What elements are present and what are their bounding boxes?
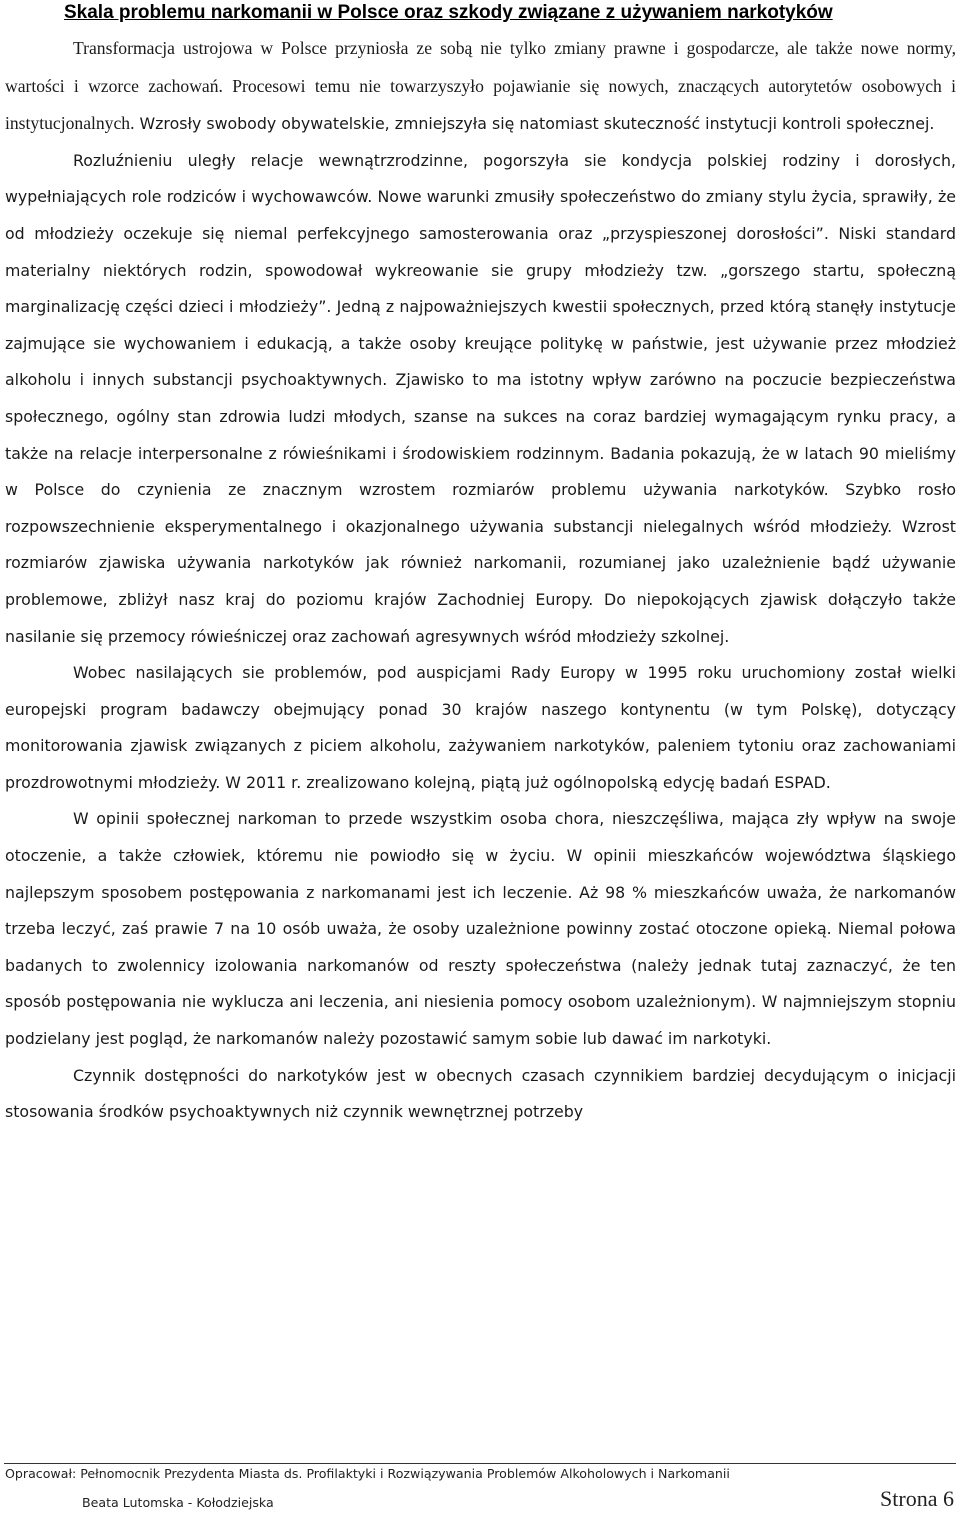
document-title: Skala problemu narkomanii w Polsce oraz szkody związane z używaniem narkotyków	[64, 2, 833, 23]
paragraph-5: Czynnik dostępności do narkotyków jest w obecnych czasach czynnikiem bardziej decydującym o inicjacji stosowania środków psychoaktywnych niż czynnik wewnętrznej potrzeby	[5, 1065, 956, 1122]
paragraph-3: Wobec nasilających sie problemów, pod auspicjami Rady Europy w 1995 roku uruchomiony został wielki europejski program badawczy obejmujący ponad 30 krajów naszego kontynentu (w tym Polskę), dotyczący monitorowania zjawisk związanych z piciem alkoholu, zażywaniem narkotyków, paleniem tytoniu oraz zachowaniami prozdrowotnymi młodzieży. W 2011 r. zrealizowano kolejną, piątą już ogólnopolską edycję badań ESPAD.	[5, 663, 956, 792]
document-body	[5, 30, 956, 1450]
paragraph-1-lead: Transformacja ustrojowa w Polsce przyniosła ze sobą nie tylko zmiany prawne i gospodarcze, ale także nowe normy, wartości i wzorce zachowań. Procesowi temu nie towarzyszyło pojawianie się nowych, znaczących autorytetów osobowych i instytucjonalnych.	[5, 38, 956, 134]
paragraph-4: W opinii społecznej narkoman to przede wszystkim osoba chora, nieszczęśliwa, mająca zły wpływ na swoje otoczenie, a także człowiek, któremu nie powiodło się w życiu. W opinii mieszkańców województwa śląskiego najlepszym sposobem postępowania z narkomanami jest ich leczenie. Aż 98 % mieszkańców uważa, że narkomanów trzeba leczyć, zaś prawie 7 na 10 osób uważa, że osoby uzależnione powinny zostać otoczone opieką. Niemal połowa badanych to zwolennicy izolowania narkomanów od reszty społeczeństwa (należy jednak tutaj zaznaczyć, że ten sposób postępowania nie wyklucza ani leczenia, ani niesienia pomocy osobom uzależnionym). W najmniejszym stopniu podzielany jest pogląd, że narkomanów należy pozostawić samym sobie lub dawać im narkotyki.	[5, 809, 956, 1049]
footer-divider	[4, 1463, 956, 1464]
page-number: Strona 6	[880, 1486, 954, 1511]
paragraph-1	[5, 30, 956, 143]
footer-prepared-by: Opracował: Pełnomocnik Prezydenta Miasta ds. Profilaktyki i Rozwiązywania Problemów Alkoholowych i Narkomanii	[5, 1466, 730, 1481]
paragraph-2: Rozluźnieniu uległy relacje wewnątrzrodzinne, pogorszyła sie kondycja polskiej rodziny i dorosłych, wypełniających role rodziców i wychowawców. Nowe warunki zmusiły społeczeństwo do zmiany stylu życia, sprawiły, że od młodzieży oczekuje się niemal perfekcyjnego samosterowania oraz „przyspieszonej dorosłości”. Niski standard materialny niektórych rodzin, spowodował wykreowanie sie grupy młodzieży tzw. „gorszego startu, społeczną marginalizację części dzieci i młodzieży”. Jedną z najpoważniejszych kwestii społecznych, przed którą stanęły instytucje zajmujące sie wychowaniem i edukacją, a także osoby kreujące politykę w państwie, jest używanie przez młodzież alkoholu i innych substancji psychoaktywnych. Zjawisko to ma istotny wpływ zarówno na poczucie bezpieczeństwa społecznego, ogólny stan zdrowia ludzi młodych, szanse na sukces na coraz bardziej wymagającym rynku pracy, a także na relacje interpersonalne z rówieśnikami i środowiskiem rodzinnym. Badania pokazują, że w latach 90 mieliśmy w Polsce do czynienia ze znacznym wzrostem rozmiarów problemu używania narkotyków. Szybko rosło rozpowszechnienie eksperymentalnego i okazjonalnego używania substancji nielegalnych wśród młodzieży. Wzrost rozmiarów zjawiska używania narkotyków jak również narkomanii, rozumianej jako uzależnienie bądź używanie problemowe, zbliżył nasz kraj do poziomu krajów Zachodniej Europy. Do niepokojących zjawisk dołączyło także nasilanie się przemocy rówieśniczej oraz zachowań agresywnych wśród młodzieży szkolnej.	[5, 150, 956, 646]
footer-author: Beata Lutomska - Kołodziejska	[82, 1495, 274, 1510]
paragraph-1-text: Wzrosły swobody obywatelskie, zmniejszyła się natomiast skuteczność instytucji kontroli społecznej.	[134, 114, 935, 134]
